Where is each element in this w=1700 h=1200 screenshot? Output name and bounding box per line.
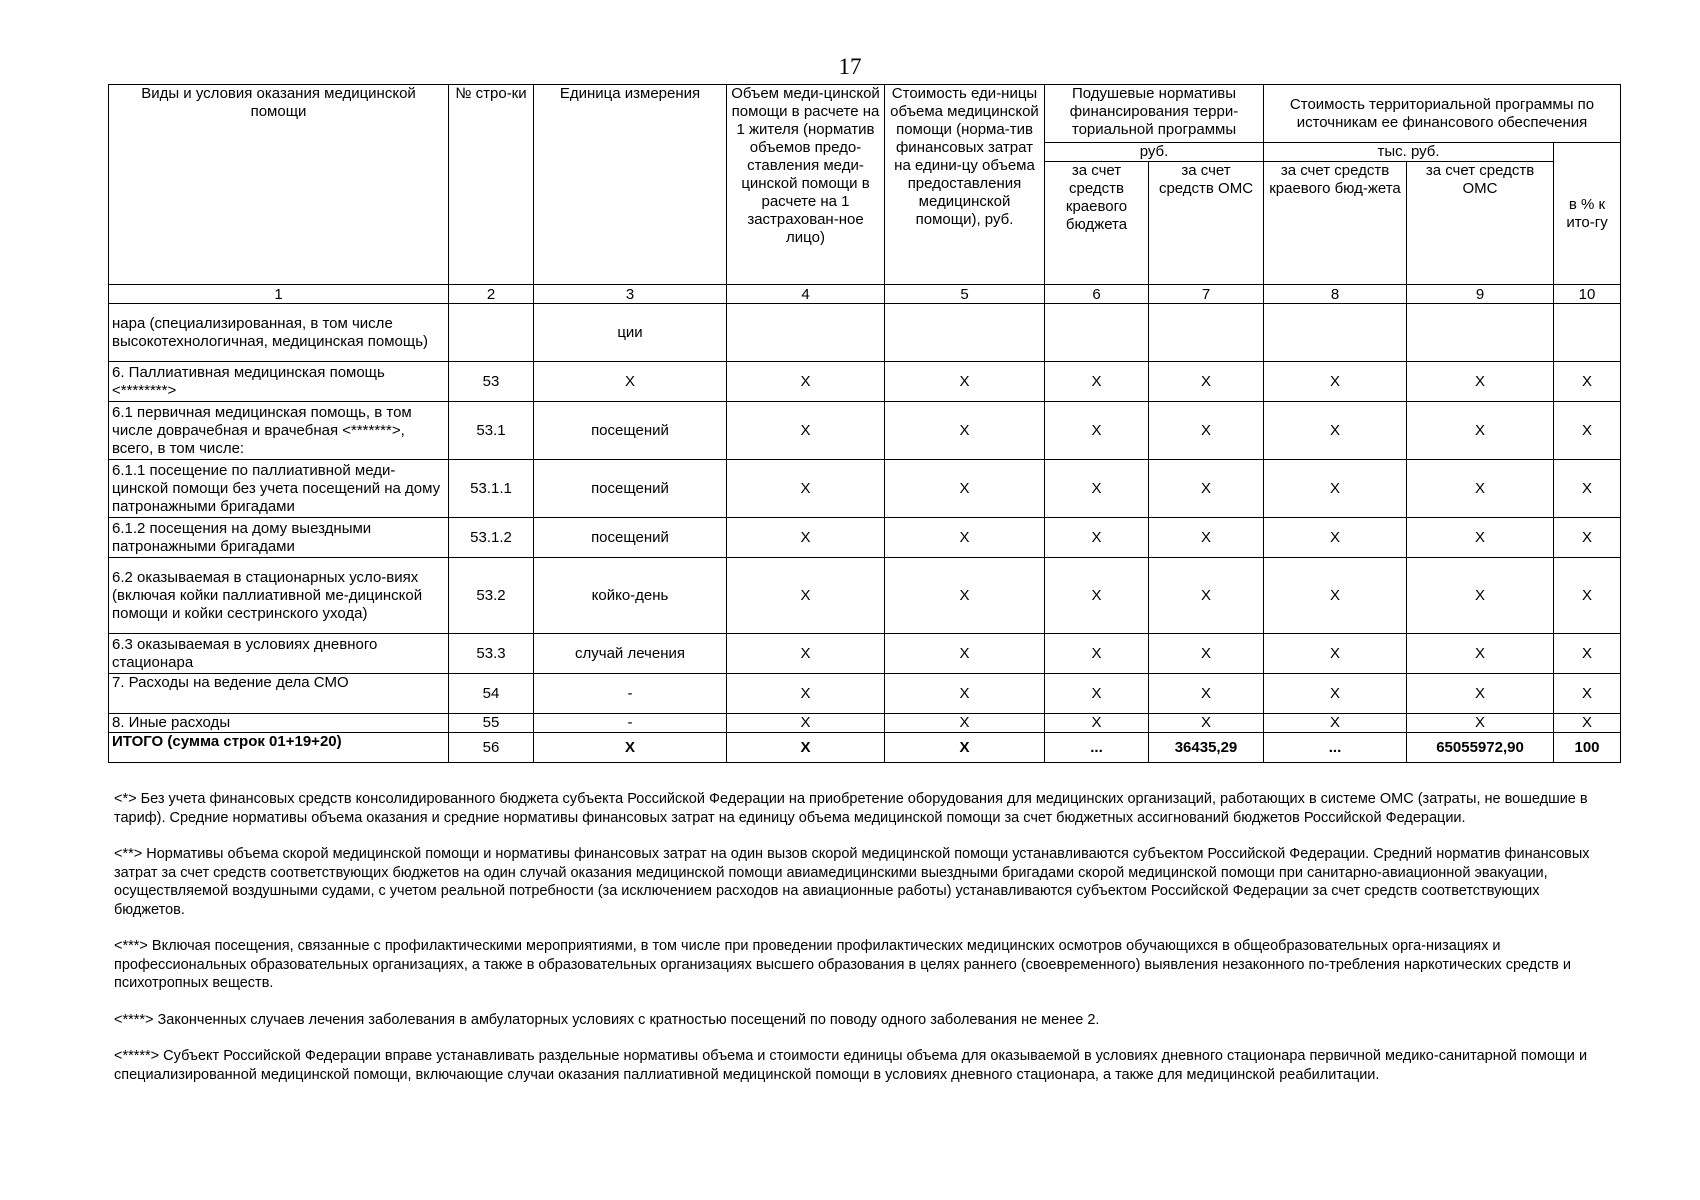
row-number: 55 [449, 714, 534, 733]
row-unit-cost: X [885, 634, 1045, 674]
row-unit: посещений [534, 518, 727, 558]
total-regional-rub: ... [1045, 733, 1149, 763]
row-regional-thousand: X [1264, 674, 1407, 714]
row-regional-rub: X [1045, 518, 1149, 558]
column-number: 5 [885, 285, 1045, 304]
row-unit-cost: X [885, 558, 1045, 634]
table-row [109, 402, 1621, 460]
row-regional-rub: X [1045, 634, 1149, 674]
row-oms-rub: X [1149, 674, 1264, 714]
row-number: 53.1.2 [449, 518, 534, 558]
row-unit-cost: X [885, 714, 1045, 733]
row-name: 6.2 оказываемая в стационарных усло-виях (включая койки паллиативной ме-дицинской помощи и койки сестринского ухода) [109, 558, 449, 634]
row-volume: X [727, 518, 885, 558]
footnote: <**> Нормативы объема скорой медицинской помощи и нормативы финансовых затрат на один вызов скорой медицинской помощи устанавливаются субъектом Российской Федерации. Средний норматив финансовых затрат за счет средств соответствующих бюджетов на один случай оказания медицинской помощи авиамедицинскими выездными бригадами скорой медицинской помощи при санитарно-авиационной эвакуации, осуществляемой воздушными судами, с учетом реальной потребности (за исключением расходов на авиационные работы) устанавливаются субъектом Российской Федерации за счет средств соответствующих бюджетов. [114, 846, 1590, 918]
row-unit: койко-день [534, 558, 727, 634]
total-volume: X [727, 733, 885, 763]
row-unit: - [534, 714, 727, 733]
row-number: 53.3 [449, 634, 534, 674]
column-number: 6 [1045, 285, 1149, 304]
row-regional-thousand: X [1264, 402, 1407, 460]
row-oms-rub [1149, 304, 1264, 362]
table-row [109, 558, 1621, 634]
table-row [109, 518, 1621, 558]
row-oms-rub: X [1149, 714, 1264, 733]
row-oms-thousand [1407, 304, 1554, 362]
page-number: 17 [838, 54, 862, 79]
row-regional-rub [1045, 304, 1149, 362]
row-percent: X [1554, 558, 1621, 634]
row-volume: X [727, 402, 885, 460]
row-regional-thousand: X [1264, 460, 1407, 518]
row-name: 6.1.2 посещения на дому выездными патронажными бригадами [109, 518, 449, 558]
row-unit-cost [885, 304, 1045, 362]
total-number: 56 [449, 733, 534, 763]
total-oms-thousand: 65055972,90 [1407, 733, 1554, 763]
footnotes [114, 790, 1614, 1102]
row-regional-rub: X [1045, 460, 1149, 518]
header-kinds-conditions: Виды и условия оказания медицинской помощи [109, 85, 449, 285]
row-oms-thousand: X [1407, 518, 1554, 558]
footnote: <*****> Субъект Российской Федерации вправе устанавливать раздельные нормативы объема и стоимости единицы объема для оказываемой в условиях дневного стационара первичной медико-санитарной помощи и специализированной медицинской помощи, включающие случаи оказания паллиативной медицинской помощи в условиях дневного стационара, а также для медицинской реабилитации. [114, 1048, 1588, 1083]
column-number: 3 [534, 285, 727, 304]
row-unit: посещений [534, 402, 727, 460]
row-unit-cost: X [885, 674, 1045, 714]
row-unit: ции [534, 304, 727, 362]
row-number: 53.1.1 [449, 460, 534, 518]
header-volume: Объем меди-цинской помощи в расчете на 1 жителя (норматив объемов предо-ставления меди-цинской помощи в расчете на 1 застрахован-ное лицо) [727, 85, 885, 285]
row-regional-thousand: X [1264, 518, 1407, 558]
footnote: <***> Включая посещения, связанные с профилактическими мероприятиями, в том числе при проведении профилактических медицинских осмотров обучающихся в общеобразовательных орга-низациях и профессиональных образовательных организациях, а также в образовательных организациях высшего образования в целях раннего (своевременного) выявления незаконного по-требления наркотических средств и психотропных веществ. [114, 938, 1571, 991]
row-regional-thousand: X [1264, 558, 1407, 634]
header-unit-cost: Стоимость еди-ницы объема медицинской помощи (норма-тив финансовых затрат на едини-цу объема предоставления медицинской помощи), руб. [885, 85, 1045, 285]
row-name: 6.3 оказываемая в условиях дневного стационара [109, 634, 449, 674]
row-unit: случай лечения [534, 634, 727, 674]
row-number: 53 [449, 362, 534, 402]
row-name: 6.1.1 посещение по паллиативной меди-цинской помощи без учета посещений на дому патронажными бригадами [109, 460, 449, 518]
row-oms-thousand: X [1407, 674, 1554, 714]
row-regional-thousand: X [1264, 634, 1407, 674]
footnote: <****> Законченных случаев лечения заболевания в амбулаторных условиях с кратностью посещений по поводу одного заболевания не менее 2. [114, 1011, 1100, 1028]
total-unit-cost: X [885, 733, 1045, 763]
column-number: 4 [727, 285, 885, 304]
row-number: 54 [449, 674, 534, 714]
row-percent: X [1554, 518, 1621, 558]
row-number: 53.1 [449, 402, 534, 460]
header-oms-rub: за счет средств ОМС [1149, 162, 1264, 285]
header-regional-budget-rub: за счет средств краевого бюджета [1045, 162, 1149, 285]
row-percent: X [1554, 674, 1621, 714]
row-oms-rub: X [1149, 460, 1264, 518]
row-oms-rub: X [1149, 518, 1264, 558]
row-name: 7. Расходы на ведение дела СМО [109, 674, 449, 714]
row-unit-cost: X [885, 402, 1045, 460]
row-oms-thousand: X [1407, 362, 1554, 402]
header-unit-rub: руб. [1045, 143, 1264, 162]
row-name: 8. Иные расходы [109, 714, 449, 733]
header-per-capita-group: Подушевые нормативы финансирования терри-ториальной программы [1045, 85, 1264, 143]
table-row [109, 362, 1621, 402]
header-percent-total: в % к ито-гу [1554, 143, 1621, 285]
header-program-cost-group: Стоимость территориальной программы по источникам ее финансового обеспечения [1264, 85, 1621, 143]
total-row [109, 733, 1621, 763]
total-name: ИТОГО (сумма строк 01+19+20) [109, 733, 449, 763]
row-oms-thousand: X [1407, 714, 1554, 733]
total-regional-thousand: ... [1264, 733, 1407, 763]
column-number: 2 [449, 285, 534, 304]
row-oms-thousand: X [1407, 634, 1554, 674]
row-percent: X [1554, 460, 1621, 518]
row-regional-rub: X [1045, 362, 1149, 402]
table-row [109, 304, 1621, 362]
row-regional-thousand: X [1264, 362, 1407, 402]
row-regional-thousand [1264, 304, 1407, 362]
header-oms-thousand: за счет средств ОМС [1407, 162, 1554, 285]
program-cost-table [108, 84, 1621, 763]
row-percent [1554, 304, 1621, 362]
row-percent: X [1554, 714, 1621, 733]
row-volume [727, 304, 885, 362]
table-row [109, 460, 1621, 518]
row-oms-rub: X [1149, 362, 1264, 402]
total-oms-rub: 36435,29 [1149, 733, 1264, 763]
column-number: 7 [1149, 285, 1264, 304]
row-name: 6.1 первичная медицинская помощь, в том числе доврачебная и врачебная <*******>, всего, в том числе: [109, 402, 449, 460]
table-row [109, 634, 1621, 674]
column-number: 10 [1554, 285, 1621, 304]
row-regional-rub: X [1045, 714, 1149, 733]
table-row [109, 714, 1621, 733]
row-unit-cost: X [885, 362, 1045, 402]
row-percent: X [1554, 402, 1621, 460]
row-regional-rub: X [1045, 402, 1149, 460]
row-unit: посещений [534, 460, 727, 518]
row-unit-cost: X [885, 460, 1045, 518]
column-number: 8 [1264, 285, 1407, 304]
table-row [109, 674, 1621, 714]
row-regional-rub: X [1045, 558, 1149, 634]
row-unit-cost: X [885, 518, 1045, 558]
row-volume: X [727, 362, 885, 402]
column-number-row [109, 285, 1621, 304]
row-volume: X [727, 558, 885, 634]
total-unit: X [534, 733, 727, 763]
column-number: 9 [1407, 285, 1554, 304]
header-regional-budget-thousand: за счет средств краевого бюд-жета [1264, 162, 1407, 285]
row-oms-rub: X [1149, 634, 1264, 674]
row-oms-thousand: X [1407, 402, 1554, 460]
row-number [449, 304, 534, 362]
column-number: 1 [109, 285, 449, 304]
row-oms-thousand: X [1407, 460, 1554, 518]
row-name: нара (специализированная, в том числе высокотехнологичная, медицинская помощь) [109, 304, 449, 362]
row-oms-rub: X [1149, 402, 1264, 460]
row-number: 53.2 [449, 558, 534, 634]
row-oms-thousand: X [1407, 558, 1554, 634]
row-volume: X [727, 714, 885, 733]
total-percent: 100 [1554, 733, 1621, 763]
row-percent: X [1554, 362, 1621, 402]
row-volume: X [727, 634, 885, 674]
header-unit: Единица измерения [534, 85, 727, 285]
header-row-number: № стро-ки [449, 85, 534, 285]
row-unit: X [534, 362, 727, 402]
row-volume: X [727, 460, 885, 518]
row-name: 6. Паллиативная медицинская помощь <********> [109, 362, 449, 402]
row-volume: X [727, 674, 885, 714]
footnote: <*> Без учета финансовых средств консолидированного бюджета субъекта Российской Федерации на приобретение оборудования для медицинских организаций, работающих в системе ОМС (затраты, не вошедшие в тариф). Средние нормативы объема оказания и средние нормативы финансовых затрат на единицу объема медицинской помощи за счет бюджетных ассигнований бюджетов Российской Федерации. [114, 791, 1588, 826]
row-regional-thousand: X [1264, 714, 1407, 733]
row-regional-rub: X [1045, 674, 1149, 714]
row-oms-rub: X [1149, 558, 1264, 634]
row-percent: X [1554, 634, 1621, 674]
header-unit-thousand-rub: тыс. руб. [1264, 143, 1554, 162]
row-unit: - [534, 674, 727, 714]
